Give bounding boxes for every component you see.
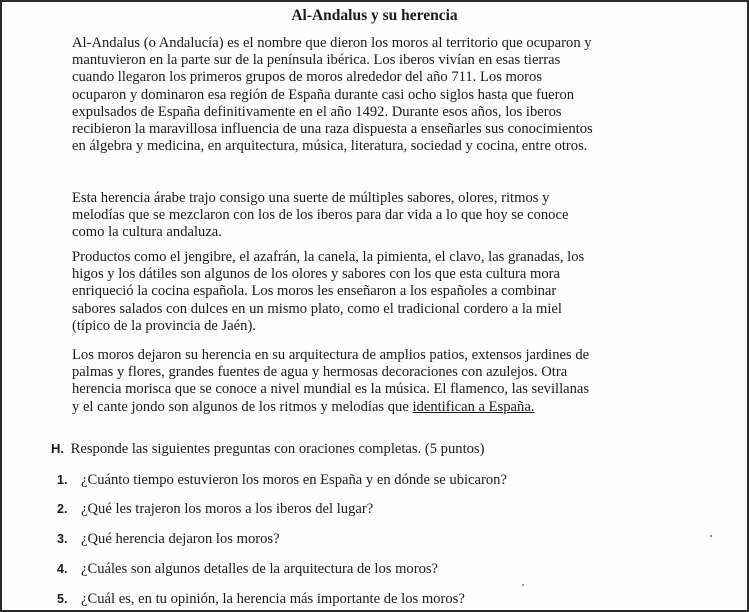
document-title: Al-Andalus y su herencia: [291, 7, 458, 24]
section-label: H.: [51, 441, 64, 456]
question-5: [57, 591, 465, 608]
paragraph-1: Al-Andalus (o Andalucía) es el nombre que dieron los moros al territorio que ocuparon y mantuvieron en la parte sur de la península ibérica. Los iberos vivían en esas tierras cuando llegaron los primeros grupos de moros alrededor del año 711. Los moros ocuparon y dominaron esa región de España durante casi ocho siglos hasta que fueron expulsados de España definitivamente en el año 1492. Durante esos años, los iberos recibieron la maravillosa influencia de una raza dispuesta a enseñarles sus conocimientos en álgebra y medicina, en arquitectura, música, literatura, sociedad y cocina, entre otros.: [72, 35, 593, 155]
question-text: ¿Qué herencia dejaron los moros?: [81, 531, 280, 547]
section-instruction: Responde las siguientes preguntas con oraciones completas. (5 puntos): [70, 441, 485, 457]
question-number: 5.: [57, 592, 68, 606]
paragraph-4-underlined-end: identifican a España.: [412, 398, 535, 415]
question-number: 2.: [57, 502, 68, 516]
paragraph-4-text: Los moros dejaron su herencia en su arquitectura de amplios patios, extensos jardines de palmas y flores, grandes fuentes de agua y hermosas decoraciones con azulejos. Otra herencia morisca que se conoce a nivel mundial es la música. El flamenco, las sevillanas y el cante jondo son algunos de los ritmos y melodías que: [72, 347, 590, 415]
question-text: ¿Cuál es, en tu opinión, la herencia más importante de los moros?: [81, 591, 465, 607]
paragraph-4: [72, 347, 594, 416]
question-1: [57, 472, 507, 489]
question-2: [57, 501, 373, 518]
paragraph-3: Productos como el jengibre, el azafrán, la canela, la pimienta, el clavo, las granadas, los higos y los dátiles son algunos de los olores y sabores con los que esta cultura mora enriqueció la cocina española. Los moros les enseñaron a los españoles a combinar sabores salados con dulces en un mismo plato, como el tradicional cordero a la miel (típico de la provincia de Jaén).: [72, 249, 585, 334]
paragraph-2: Esta herencia árabe trajo consigo una suerte de múltiples sabores, olores, ritmos y melodías que se mezclaron con los de los iberos para dar vida a lo que hoy se conoce como la cultura andaluza.: [72, 190, 569, 241]
question-text: ¿Qué les trajeron los moros a los iberos del lugar?: [81, 501, 374, 517]
question-number: 1.: [57, 473, 68, 487]
section-heading: [51, 441, 484, 458]
question-4: [57, 561, 438, 578]
scan-speck: [710, 535, 712, 537]
question-number: 4.: [57, 562, 68, 576]
question-text: ¿Cuánto tiempo estuvieron los moros en España y en dónde se ubicaron?: [81, 472, 507, 488]
scan-speck: [522, 584, 524, 586]
question-3: [57, 531, 280, 548]
question-number: 3.: [57, 532, 68, 546]
question-text: ¿Cuáles son algunos detalles de la arquitectura de los moros?: [81, 561, 439, 577]
